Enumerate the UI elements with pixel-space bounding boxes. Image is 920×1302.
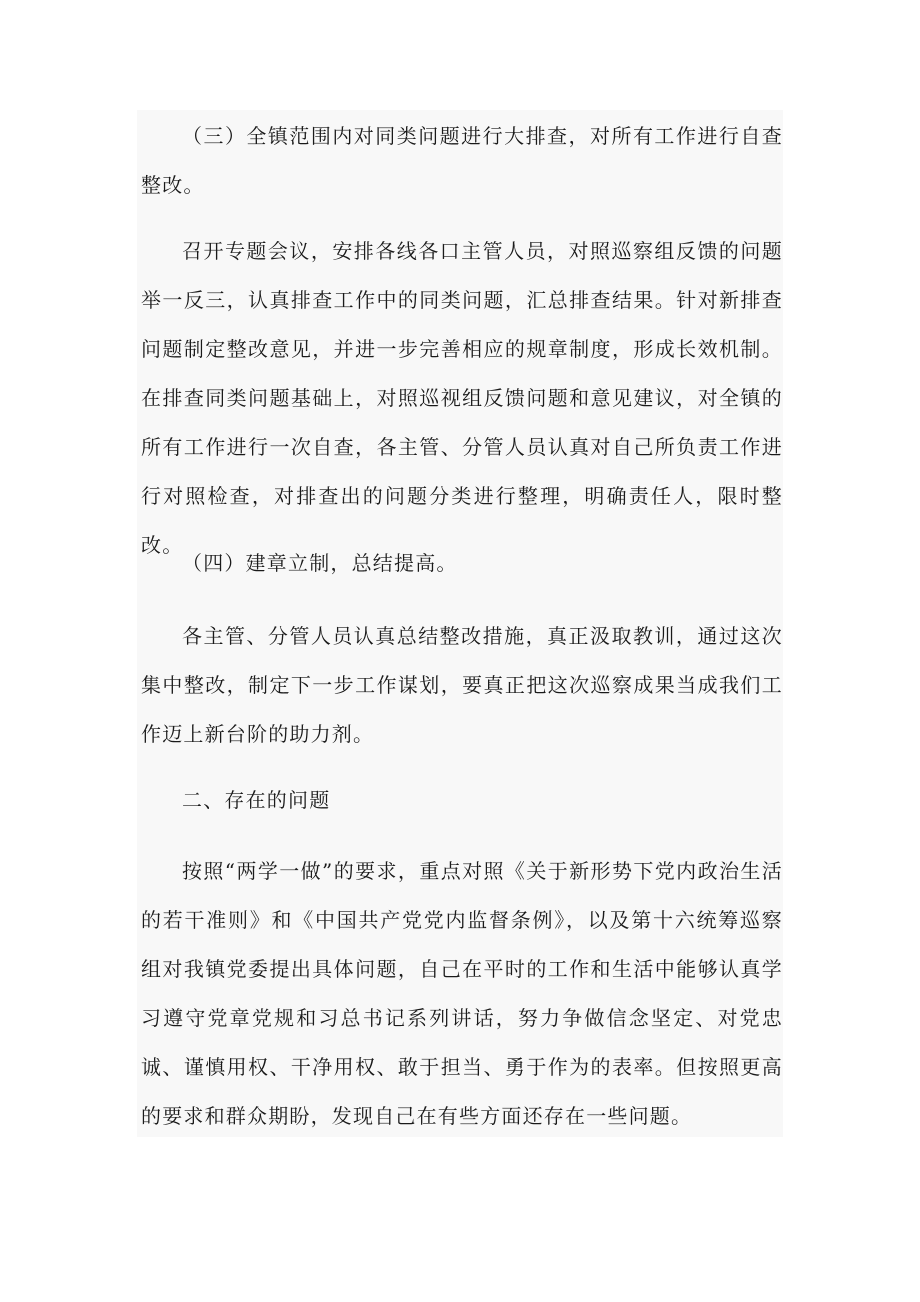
- section-3-body: 召开专题会议，安排各线各口主管人员，对照巡察组反馈的问题举一反三，认真排查工作中的同类问题，汇总排查结果。针对新排查问题制定整改意见，并进一步完善相应的规章制度，形成长效机制。在排查同类问题基础上，对照巡视组反馈问题和意见建议，对全镇的所有工作进行一次自查，各主管、分管人员认真对自己所负责工作进行对照检查，对排查出的问题分类进行整理，明确责任人，限时整改。: [141, 239, 783, 557]
- section-4-body: 各主管、分管人员认真总结整改措施，真正汲取教训，通过这次集中整改，制定下一步工作谋划，要真正把这次巡察成果当成我们工作迈上新台阶的助力剂。: [141, 624, 783, 746]
- part-2-heading: 二、存在的问题: [182, 788, 331, 812]
- part-2-body: 按照“两学一做”的要求，重点对照《关于新形势下党内政治生活的若干准则》和《中国共产党党内监督条例》，以及第十六统筹巡察组对我镇党委提出具体问题，自己在平时的工作和生活中能够认真学习遵守党章党规和习总书记系列讲话，努力争做信念坚定、对党忠诚、谨慎用权、干净用权、敢于担当、勇于作为的表率。但按照更高的要求和群众期盼，发现自己在有些方面还存在一些问题。: [141, 859, 783, 1128]
- section-3-heading: （三）全镇范围内对同类问题进行大排查，对所有工作进行自查整改。: [141, 124, 783, 197]
- section-4-heading: （四）建章立制，总结提高。: [182, 551, 458, 575]
